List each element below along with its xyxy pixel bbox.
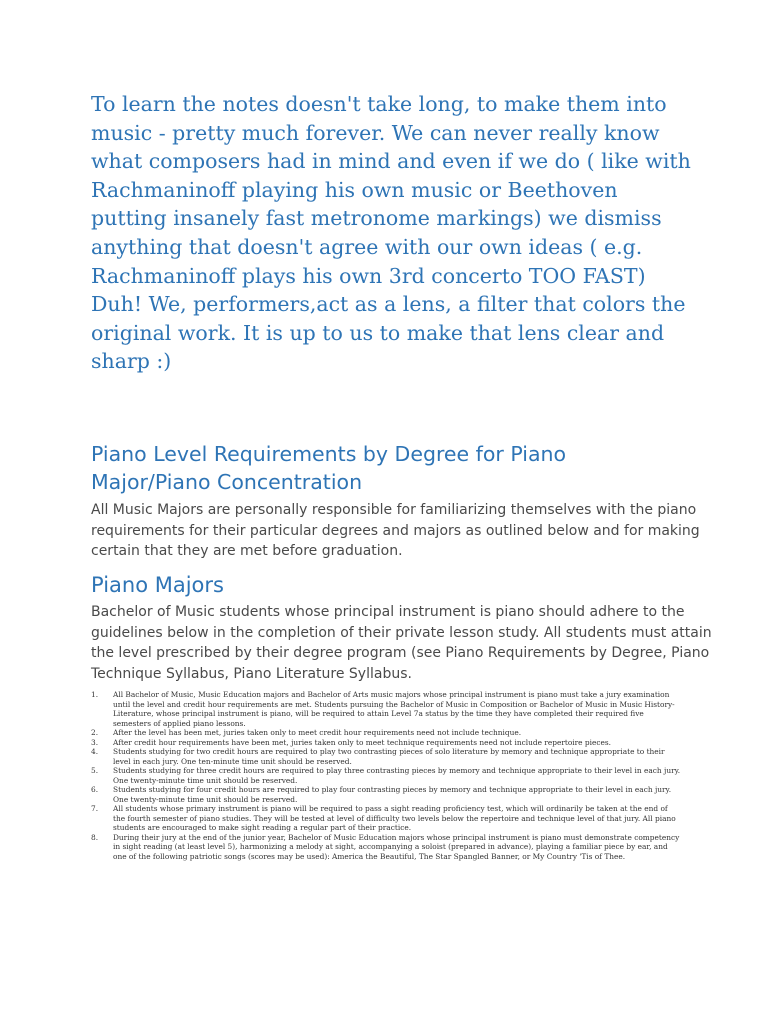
list-item-text: After credit hour requirements have been met, juries taken only to meet technique requirements need not include repertoire pieces. — [113, 737, 612, 747]
list-item-text: All Bachelor of Music, Music Education majors and Bachelor of Arts music majors whose principal instrument is piano must take a jury examination until the level and credit hour requirements are met. Students pursuing the Bachelor of Music in Composition or Bachelor of Music in Music History-Literature, whose principal instrument is piano, will be required to attain Level 7a status by the time they have completed their required five semesters of applied piano lessons. — [113, 690, 675, 728]
list-item-number: 5. — [91, 766, 99, 775]
list-item — [91, 690, 681, 728]
piano-majors-paragraph: Bachelor of Music students whose principal instrument is piano should adhere to the guidelines below in the completion of their private lesson study. All students must attain the level prescribed by their degree program (see Piano Requirements by Degree, Piano Technique Syllabus, Piano Literature Syllabus. — [91, 604, 712, 682]
list-item-text: Students studying for three credit hours are required to play three contrasting pieces by memory and technique appropriate to their level in each jury. One twenty-minute time unit should be reserved. — [113, 766, 681, 785]
list-item — [91, 785, 681, 804]
list-item — [91, 738, 681, 748]
intro-paragraph: All Music Majors are personally responsible for familiarizing themselves with the piano requirements for their particular degrees and majors as outlined below and for making certain that they are met before graduation. — [91, 502, 700, 559]
quote-paragraph: To learn the notes doesn't take long, to make them into music - pretty much forever. We can never really know what composers had in mind and even if we do ( like with Rachmaninoff playing his own music or Beethoven putting insanely fast metronome markings) we dismiss anything that doesn't agree with our own ideas ( e.g. Rachmaninoff plays his own 3rd concerto TOO FAST) Duh! We, performers,act as a lens, a filter that colors the original work. It is up to us to make that lens clear and sharp :) — [91, 92, 691, 374]
list-item — [91, 766, 681, 785]
section-heading: Piano Level Requirements by Degree for Piano Major/Piano Concentration — [91, 442, 567, 494]
list-item-number: 4. — [91, 747, 99, 756]
list-item-number: 2. — [91, 728, 99, 737]
list-item-text: All students whose primary instrument is piano will be required to pass a sight reading proficiency test, which will ordinarily be taken at the end of the fourth semester of piano studies. They will be tested at level of difficulty two levels below the repertoire and technique level of that jury. All piano students are encouraged to make sight reading a regular part of their practice. — [113, 804, 676, 832]
list-item-text: After the level has been met, juries taken only to meet credit hour requirements need not include technique. — [113, 728, 522, 737]
list-item-number: 8. — [91, 832, 99, 842]
requirements-list — [91, 690, 681, 861]
list-item-text: During their jury at the end of the junior year, Bachelor of Music Education majors whose principal instrument is piano must demonstrate competency in sight reading (at least level 5), harmonizing a melody at sight, accompanying a soloist (prepared in advance), playing a familiar piece by ear, and one of the following patriotic songs (scores may be used): America the Beautiful, The Star Spangled Banner, or My Country 'Tis of Thee. — [113, 832, 680, 861]
list-item — [91, 833, 681, 862]
list-item — [91, 804, 681, 833]
list-item-text: Students studying for two credit hours are required to play two contrasting pieces of solo literature by memory and technique appropriate to their level in each jury. One ten-minute time unit should be reserved. — [113, 747, 665, 766]
list-item — [91, 747, 681, 766]
list-item-number: 6. — [91, 785, 99, 794]
list-item-text: Students studying for four credit hours are required to play four contrasting pieces by memory and technique appropriate to their level in each jury. One twenty-minute time unit should be reserved. — [113, 785, 672, 804]
list-item — [91, 728, 681, 738]
list-item-number: 3. — [91, 737, 99, 747]
piano-majors-heading: Piano Majors — [91, 573, 224, 597]
list-item-number: 1. — [91, 690, 99, 699]
list-item-number: 7. — [91, 804, 99, 813]
